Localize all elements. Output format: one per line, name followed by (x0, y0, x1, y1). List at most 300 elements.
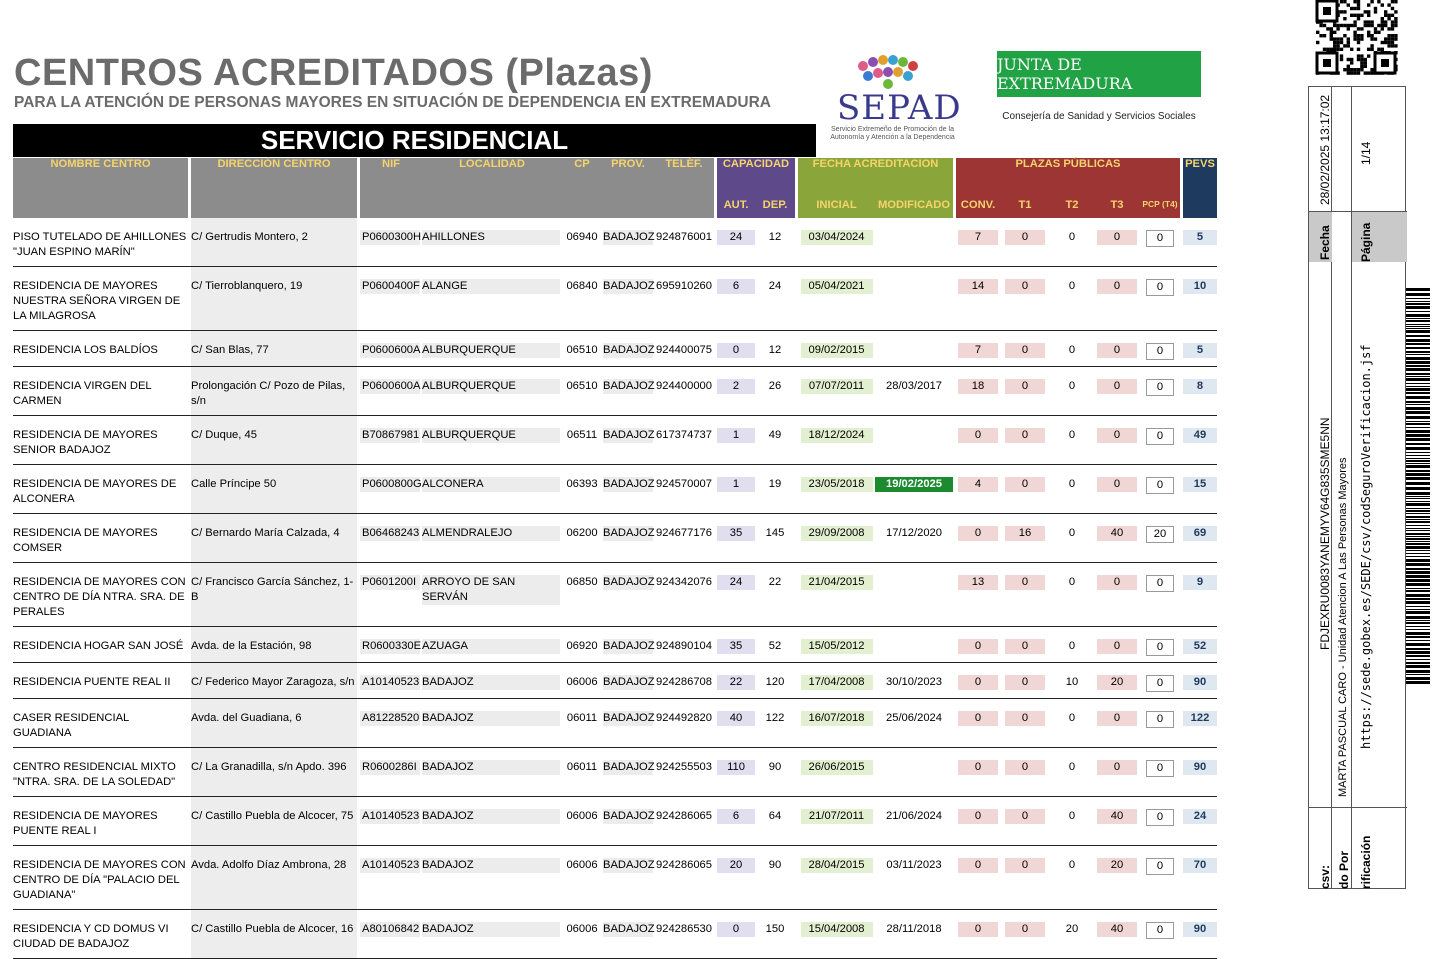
plazas-conv: 0 (958, 428, 998, 443)
table-row (13, 267, 1217, 331)
center-address: C/ Duque, 45 (191, 429, 257, 441)
center-localidad: ALBURQUERQUE (422, 343, 560, 358)
fecha-inicial: 15/04/2008 (801, 922, 873, 937)
plazas-conv: 13 (958, 575, 998, 590)
fecha-modificado: 28/03/2017 (886, 380, 942, 392)
plazas-t2: 20 (1065, 923, 1079, 935)
cap-dep: 120 (765, 676, 785, 688)
center-cp: 06393 (566, 478, 598, 490)
center-telef: 924677176 (656, 527, 712, 539)
center-address: C/ Francisco García Sánchez, 1-B (191, 576, 354, 603)
center-localidad: BADAJOZ (422, 760, 560, 775)
pevs-value: 90 (1183, 760, 1217, 775)
fecha-inicial: 28/04/2015 (801, 858, 873, 873)
col-inicial: INICIAL (798, 199, 875, 218)
center-prov: BADAJOZ (603, 676, 655, 688)
plazas-t2: 0 (1068, 576, 1076, 588)
cap-dep: 90 (768, 859, 782, 871)
plazas-t3: 40 (1097, 526, 1137, 541)
center-localidad: AZUAGA (422, 639, 560, 654)
plazas-pcp: 0 (1146, 279, 1174, 296)
plazas-t1: 0 (1005, 809, 1045, 824)
plazas-pcp: 0 (1146, 639, 1174, 656)
table-row (13, 514, 1217, 563)
cap-dep: 26 (768, 380, 782, 392)
plazas-pcp: 0 (1146, 230, 1174, 247)
fecha-inicial: 03/04/2024 (801, 230, 873, 245)
plazas-t2: 0 (1068, 761, 1076, 773)
sepad-logo (815, 52, 970, 144)
cap-dep: 90 (768, 761, 782, 773)
plazas-t2: 0 (1068, 640, 1076, 652)
plazas-t1: 0 (1005, 760, 1045, 775)
plazas-t1: 0 (1005, 279, 1045, 294)
barcode (1406, 288, 1430, 684)
center-prov: BADAJOZ (603, 280, 655, 292)
center-telef: 924570007 (656, 478, 712, 490)
center-prov: BADAJOZ (603, 380, 655, 392)
plazas-t2: 0 (1068, 478, 1076, 490)
fecha-modificado: 28/11/2018 (886, 923, 942, 935)
cap-dep: 52 (768, 640, 782, 652)
plazas-t3: 0 (1097, 428, 1137, 443)
center-address: Calle Príncipe 50 (191, 478, 277, 490)
plazas-conv: 7 (958, 230, 998, 245)
header-row (13, 158, 1217, 199)
center-nif: B06468243 (362, 527, 420, 539)
cap-dep: 12 (768, 344, 782, 356)
center-localidad: BADAJOZ (422, 711, 560, 726)
table-row (13, 699, 1217, 748)
plazas-t1: 0 (1005, 922, 1045, 937)
center-telef: 924876001 (656, 231, 712, 243)
fecha-inicial: 29/09/2008 (801, 526, 873, 541)
center-localidad: BADAJOZ (422, 922, 560, 937)
center-address: Avda. de la Estación, 98 (191, 640, 312, 652)
cap-aut: 35 (717, 526, 755, 541)
cap-dep: 19 (768, 478, 782, 490)
plazas-t2: 0 (1068, 527, 1076, 539)
fecha-modificado: 25/06/2024 (886, 712, 942, 724)
page-subtitle: PARA LA ATENCIÓN DE PERSONAS MAYORES EN SITUACIÓN DE DEPENDENCIA EN EXTREMADURA (14, 94, 771, 111)
center-telef: 924890104 (656, 640, 712, 652)
fecha-label: Fecha (1318, 225, 1332, 260)
col-prov: PROV. (602, 158, 654, 218)
pevs-value: 5 (1183, 343, 1217, 358)
plazas-conv: 18 (958, 379, 998, 394)
col-t1: T1 (1000, 199, 1050, 218)
cap-aut: 6 (717, 809, 755, 824)
center-nif: A80106842 (362, 923, 420, 935)
consejeria-label: Consejería de Sanidad y Servicios Sociales (1002, 111, 1196, 122)
center-prov: BADAJOZ (603, 810, 655, 822)
fecha-inicial: 21/07/2011 (801, 809, 873, 824)
col-direccion: DIRECCIÓN CENTRO (191, 158, 357, 218)
cap-dep: 145 (765, 527, 785, 539)
fecha-value: 28/02/2025 13:17:02 (1318, 94, 1332, 205)
cap-aut: 0 (717, 343, 755, 358)
plazas-t2: 0 (1068, 429, 1076, 441)
center-localidad: ALCONERA (422, 477, 560, 492)
plazas-t1: 0 (1005, 379, 1045, 394)
pevs-value: 15 (1183, 477, 1217, 492)
center-nif: B70867981 (362, 429, 420, 441)
col-localidad: LOCALIDAD (422, 158, 562, 218)
col-fecha: FECHA ACREDITACION (798, 158, 953, 199)
plazas-t1: 0 (1005, 477, 1045, 492)
center-localidad: BADAJOZ (422, 858, 560, 873)
pevs-value: 49 (1183, 428, 1217, 443)
plazas-t3: 40 (1097, 809, 1137, 824)
plazas-pcp: 0 (1146, 922, 1174, 939)
center-prov: BADAJOZ (603, 859, 655, 871)
fecha-inicial: 07/07/2011 (801, 379, 873, 394)
table-row (13, 846, 1217, 910)
center-telef: 924492820 (656, 712, 712, 724)
center-nif: A10140523 (362, 859, 420, 871)
plazas-t2: 0 (1068, 231, 1076, 243)
col-nombre: NOMBRE CENTRO (13, 158, 188, 218)
center-localidad: BADAJOZ (422, 675, 560, 690)
plazas-t1: 0 (1005, 575, 1045, 590)
plazas-t1: 0 (1005, 428, 1045, 443)
cap-aut: 35 (717, 639, 755, 654)
center-prov: BADAJOZ (603, 923, 655, 935)
verificacion-url[interactable]: https://sede.gobex.es/SEDE/csv/codSeguroVerificacion.jsf (1359, 344, 1373, 749)
center-nif: P0600400F (362, 280, 420, 292)
firmado-value: MARTA PASCUAL CARO - Unidad Atencion A Las Personas Mayores (1337, 457, 1349, 797)
plazas-conv: 4 (958, 477, 998, 492)
center-name: RESIDENCIA DE MAYORES CON CENTRO DE DÍA "PALACIO DEL GUADIANA" (13, 859, 186, 901)
center-name: PISO TUTELADO DE AHILLONES "JUAN ESPINO MARÍN" (13, 231, 187, 258)
pevs-value: 122 (1183, 711, 1217, 726)
center-address: C/ La Granadilla, s/n Apdo. 396 (191, 761, 347, 773)
center-name: RESIDENCIA DE MAYORES DE ALCONERA (13, 478, 177, 505)
pevs-value: 10 (1183, 279, 1217, 294)
plazas-t1: 0 (1005, 639, 1045, 654)
table-row (13, 563, 1217, 627)
plazas-conv: 0 (958, 809, 998, 824)
plazas-t1: 0 (1005, 343, 1045, 358)
col-telef: TELÉF. (654, 158, 714, 218)
col-pcp: PCP (T4) (1140, 199, 1180, 218)
center-cp: 06006 (566, 810, 598, 822)
cap-aut: 110 (717, 760, 755, 775)
cap-dep: 150 (765, 923, 785, 935)
center-name: RESIDENCIA HOGAR SAN JOSÉ (13, 640, 184, 652)
pevs-value: 52 (1183, 639, 1217, 654)
plazas-t3: 0 (1097, 575, 1137, 590)
center-cp: 06511 (566, 429, 598, 441)
center-cp: 06840 (566, 280, 598, 292)
pagina-label: Página (1359, 222, 1373, 262)
plazas-conv: 0 (958, 858, 998, 873)
center-nif: P0600600A (362, 380, 421, 392)
plazas-conv: 7 (958, 343, 998, 358)
center-name: RESIDENCIA PUENTE REAL II (13, 676, 171, 688)
center-name: RESIDENCIA DE MAYORES NUESTRA SEÑORA VIRGEN DE LA MILAGROSA (13, 280, 181, 322)
pevs-value: 70 (1183, 858, 1217, 873)
cap-aut: 6 (717, 279, 755, 294)
pagina-value: 1/14 (1359, 141, 1373, 165)
pevs-value: 90 (1183, 922, 1217, 937)
center-name: RESIDENCIA DE MAYORES SENIOR BADAJOZ (13, 429, 158, 456)
table-row (13, 331, 1217, 367)
plazas-t2: 0 (1068, 712, 1076, 724)
plazas-t2: 0 (1068, 859, 1076, 871)
center-cp: 06006 (566, 859, 598, 871)
cap-aut: 40 (717, 711, 755, 726)
center-nif: A81228520 (362, 712, 420, 724)
plazas-t1: 16 (1005, 526, 1045, 541)
center-cp: 06940 (566, 231, 598, 243)
center-telef: 924286065 (656, 859, 712, 871)
center-nif: P0600600A (362, 344, 421, 356)
table-row (13, 218, 1217, 267)
center-address: C/ Castillo Puebla de Alcocer, 16 (191, 923, 354, 935)
plazas-t1: 0 (1005, 675, 1045, 690)
plazas-t2: 0 (1068, 344, 1076, 356)
center-localidad: AHILLONES (422, 230, 560, 245)
plazas-t3: 0 (1097, 760, 1137, 775)
plazas-t3: 0 (1097, 279, 1137, 294)
center-cp: 06510 (566, 380, 598, 392)
center-prov: BADAJOZ (603, 344, 655, 356)
center-address: C/ Tierroblanquero, 19 (191, 280, 303, 292)
cap-aut: 24 (717, 230, 755, 245)
pevs-value: 24 (1183, 809, 1217, 824)
fecha-inicial: 18/12/2024 (801, 428, 873, 443)
plazas-t3: 20 (1097, 675, 1137, 690)
col-cp: CP (562, 158, 602, 218)
center-cp: 06011 (566, 712, 598, 724)
center-name: RESIDENCIA LOS BALDÍOS (13, 344, 158, 356)
center-prov: BADAJOZ (603, 640, 655, 652)
plazas-t3: 20 (1097, 858, 1137, 873)
fecha-modificado: 21/06/2024 (886, 810, 942, 822)
plazas-t3: 40 (1097, 922, 1137, 937)
centers-table (13, 158, 1217, 959)
cap-aut: 2 (717, 379, 755, 394)
center-cp: 06006 (566, 923, 598, 935)
center-address: Avda. del Guadiana, 6 (191, 712, 302, 724)
plazas-t1: 0 (1005, 711, 1045, 726)
center-cp: 06200 (566, 527, 598, 539)
plazas-t3: 0 (1097, 477, 1137, 492)
table-row (13, 367, 1217, 416)
center-prov: BADAJOZ (603, 527, 655, 539)
center-telef: 617374737 (656, 429, 712, 441)
plazas-pcp: 0 (1146, 428, 1174, 445)
table-row (13, 910, 1217, 959)
plazas-t3: 0 (1097, 379, 1137, 394)
center-address: Avda. Adolfo Díaz Ambrona, 28 (191, 859, 347, 871)
center-telef: 924286708 (656, 676, 712, 688)
sepad-people-icon (815, 52, 970, 92)
plazas-pcp: 0 (1146, 858, 1174, 875)
center-telef: 924400000 (656, 380, 712, 392)
plazas-t3: 0 (1097, 343, 1137, 358)
csv-label: csv: (1318, 864, 1332, 889)
cap-dep: 12 (768, 231, 782, 243)
plazas-t2: 0 (1068, 810, 1076, 822)
center-prov: BADAJOZ (603, 429, 655, 441)
center-telef: 924286065 (656, 810, 712, 822)
center-nif: A10140523 (362, 676, 420, 688)
plazas-pcp: 20 (1146, 526, 1174, 543)
fecha-inicial: 05/04/2021 (801, 279, 873, 294)
center-name: RESIDENCIA VIRGEN DEL CARMEN (13, 380, 152, 407)
center-nif: A10140523 (362, 810, 420, 822)
center-prov: BADAJOZ (603, 231, 655, 243)
fecha-modificado: 17/12/2020 (886, 527, 942, 539)
plazas-conv: 0 (958, 922, 998, 937)
col-dep: DEP. (755, 199, 795, 218)
fecha-inicial: 21/04/2015 (801, 575, 873, 590)
center-localidad: ARROYO DE SAN SERVÁN (422, 575, 560, 605)
cap-dep: 24 (768, 280, 782, 292)
junta-logo: JUNTA DE EXTREMADURA (997, 51, 1201, 97)
pevs-value: 90 (1183, 675, 1217, 690)
table-row (13, 797, 1217, 846)
fecha-inicial: 26/06/2015 (801, 760, 873, 775)
center-nif: P0600300H (362, 231, 422, 243)
center-address: C/ Castillo Puebla de Alcocer, 75 (191, 810, 354, 822)
plazas-pcp: 0 (1146, 711, 1174, 728)
signature-panel (1308, 86, 1406, 889)
center-prov: BADAJOZ (603, 712, 655, 724)
fecha-inicial: 09/02/2015 (801, 343, 873, 358)
table-row (13, 627, 1217, 663)
center-address: C/ San Blas, 77 (191, 344, 269, 356)
plazas-conv: 0 (958, 675, 998, 690)
cap-dep: 64 (768, 810, 782, 822)
col-aut: AUT. (717, 199, 755, 218)
col-nif: NIF (360, 158, 422, 218)
center-address: Prolongación C/ Pozo de Pilas, s/n (191, 380, 346, 407)
plazas-pcp: 0 (1146, 675, 1174, 692)
col-t3: T3 (1094, 199, 1140, 218)
center-name: RESIDENCIA DE MAYORES CON CENTRO DE DÍA NTRA. SRA. DE PERALES (13, 576, 186, 618)
center-address: C/ Gertrudis Montero, 2 (191, 231, 308, 243)
col-pevs: PEVS (1183, 158, 1217, 218)
fecha-inicial: 16/07/2018 (801, 711, 873, 726)
verificacion-label: rificación (1359, 835, 1373, 889)
center-nif: R0600286I (360, 760, 420, 775)
center-localidad: ALANGE (422, 279, 560, 294)
center-address: C/ Federico Mayor Zaragoza, s/n (191, 676, 355, 688)
center-telef: 695910260 (656, 280, 712, 292)
plazas-t2: 10 (1065, 676, 1079, 688)
center-prov: BADAJOZ (603, 761, 655, 773)
center-localidad: ALBURQUERQUE (422, 428, 560, 443)
cap-aut: 1 (717, 428, 755, 443)
plazas-t2: 0 (1068, 380, 1076, 392)
pevs-value: 5 (1183, 230, 1217, 245)
plazas-conv: 0 (958, 639, 998, 654)
table-row (13, 663, 1217, 699)
center-telef: 924400075 (656, 344, 712, 356)
center-nif: P0601200I (360, 575, 420, 590)
csv-value: FDJEXRU0083YANEMYV64G835SME5NN (1318, 417, 1332, 650)
plazas-pcp: 0 (1146, 575, 1174, 592)
cap-dep: 22 (768, 576, 782, 588)
plazas-t1: 0 (1005, 230, 1045, 245)
table-row (13, 416, 1217, 465)
center-localidad: ALMENDRALEJO (422, 526, 560, 541)
plazas-t3: 0 (1097, 639, 1137, 654)
center-telef: 924255503 (656, 761, 712, 773)
center-cp: 06011 (566, 761, 598, 773)
plazas-conv: 0 (958, 526, 998, 541)
cap-aut: 0 (717, 922, 755, 937)
center-address: C/ Bernardo María Calzada, 4 (191, 527, 340, 539)
center-name: CASER RESIDENCIAL GUADIANA (13, 712, 129, 739)
fecha-modificado: 19/02/2025 (875, 477, 953, 492)
service-banner: SERVICIO RESIDENCIAL (13, 124, 816, 157)
plazas-t1: 0 (1005, 858, 1045, 873)
center-name: RESIDENCIA DE MAYORES PUENTE REAL I (13, 810, 158, 837)
page-title: CENTROS ACREDITADOS (Plazas) (14, 52, 653, 94)
plazas-t2: 0 (1068, 280, 1076, 292)
sepad-wordmark: SEPAD (837, 88, 962, 128)
cap-aut: 20 (717, 858, 755, 873)
firmado-label: do Por (1337, 851, 1351, 889)
sepad-caption: Servicio Extremeño de Promoción de la Autonomía y Atención a la Dependencia (830, 126, 955, 141)
pevs-value: 9 (1183, 575, 1217, 590)
center-localidad: BADAJOZ (422, 809, 560, 824)
col-capacidad: CAPACIDAD (717, 158, 795, 199)
cap-dep: 122 (765, 712, 785, 724)
plazas-conv: 14 (958, 279, 998, 294)
center-name: CENTRO RESIDENCIAL MIXTO "NTRA. SRA. DE LA SOLEDAD" (13, 761, 176, 788)
fecha-modificado: 03/11/2023 (886, 859, 942, 871)
center-telef: 924342076 (656, 576, 712, 588)
center-localidad: ALBURQUERQUE (422, 379, 560, 394)
qr-code (1316, 0, 1398, 76)
center-cp: 06850 (566, 576, 598, 588)
plazas-pcp: 0 (1146, 343, 1174, 360)
plazas-pcp: 0 (1146, 477, 1174, 494)
center-cp: 06006 (566, 676, 598, 688)
col-plazas: PLAZAS PÚBLICAS (956, 158, 1180, 199)
col-t2: T2 (1050, 199, 1094, 218)
center-nif: R0600330E (362, 640, 422, 652)
plazas-conv: 0 (958, 711, 998, 726)
center-nif: P0600800G (362, 478, 422, 490)
center-cp: 06510 (566, 344, 598, 356)
table-row (13, 748, 1217, 797)
center-name: RESIDENCIA Y CD DOMUS VI CIUDAD DE BADAJOZ (13, 923, 169, 950)
center-name: RESIDENCIA DE MAYORES COMSER (13, 527, 158, 554)
plazas-conv: 0 (958, 760, 998, 775)
cap-aut: 24 (717, 575, 755, 590)
cap-aut: 22 (717, 675, 755, 690)
col-modificado: MODIFICADO (875, 199, 953, 218)
plazas-pcp: 0 (1146, 379, 1174, 396)
center-prov: BADAJOZ (603, 576, 655, 588)
col-conv: CONV. (956, 199, 1000, 218)
pevs-value: 8 (1183, 379, 1217, 394)
cap-dep: 49 (768, 429, 782, 441)
table-row (13, 465, 1217, 514)
plazas-pcp: 0 (1146, 809, 1174, 826)
fecha-inicial: 23/05/2018 (801, 477, 873, 492)
center-telef: 924286530 (656, 923, 712, 935)
plazas-pcp: 0 (1146, 760, 1174, 777)
fecha-inicial: 17/04/2008 (801, 675, 873, 690)
fecha-inicial: 15/05/2012 (801, 639, 873, 654)
